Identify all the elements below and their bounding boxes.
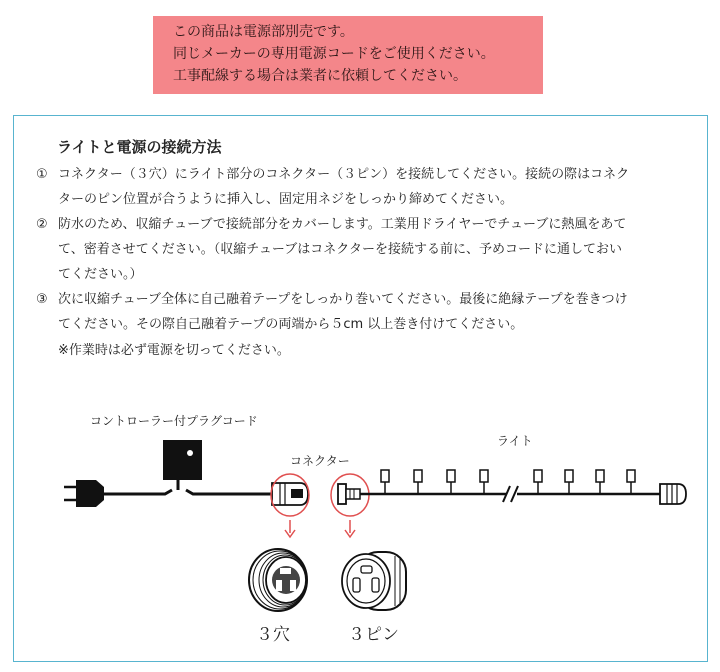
bulb-icon <box>414 470 422 494</box>
label-light: ライト <box>497 434 533 448</box>
label-3-hole: ３穴 <box>256 625 290 645</box>
step-2-number: ② <box>36 217 48 232</box>
step-3-line-2: てください。その際自己融着テープの両端から５cm 以上巻き付けてください。 <box>58 317 524 332</box>
controller-box-icon <box>163 440 202 490</box>
label-3-pin: ３ピン <box>348 625 399 645</box>
bulb-icon <box>534 470 542 494</box>
socket-3-hole-front-icon <box>249 549 307 611</box>
bulb-icon <box>627 470 635 494</box>
controller-cord <box>186 490 272 494</box>
caution-note: ※作業時は必ず電源を切ってください。 <box>58 343 290 358</box>
arrow-down-3-pin-icon <box>345 520 355 537</box>
bulb-icon <box>381 470 389 494</box>
plug-icon <box>64 480 104 507</box>
light-string-cord <box>360 486 660 502</box>
step-1-number: ① <box>36 167 48 182</box>
label-controller-plug-cord: コントローラー付プラグコード <box>90 414 258 428</box>
connector-3-pin-icon <box>338 484 360 504</box>
bulb-icon <box>596 470 604 494</box>
step-1-line-2: ターのピン位置が合うように挿入し、固定用ネジをしっかり締めてください。 <box>58 192 514 207</box>
bulb-icon <box>480 470 488 494</box>
bulb-icon <box>565 470 573 494</box>
step-2-line-3: てください。） <box>58 267 143 282</box>
notice-line-3: 工事配線する場合は業者に依頼してください。 <box>173 68 467 84</box>
arrow-down-3-hole-icon <box>285 520 295 537</box>
step-3-number: ③ <box>36 292 48 307</box>
end-connector-icon <box>660 484 686 504</box>
notice-line-2: 同じメーカーの専用電源コードをご使用ください。 <box>173 46 495 62</box>
step-3-line-1: 次に収縮チューブ全体に自己融着テープをしっかり巻いてください。最後に絶縁テープを巻きつけ <box>58 292 628 307</box>
step-2-line-2: て、密着させてください。（収縮チューブはコネクターを接続する前に、予めコードに通しておい <box>58 242 622 257</box>
label-connector: コネクター <box>290 454 350 468</box>
plug-cord <box>104 490 172 494</box>
plug-3-pin-front-icon <box>342 552 406 610</box>
connector-3-hole-icon <box>272 483 308 505</box>
step-1-line-1: コネクター（３穴）にライト部分のコネクター（３ピン）を接続してください。接続の際はコネク <box>58 167 630 182</box>
bulb-icon <box>447 470 455 494</box>
step-2-line-1: 防水のため、収縮チューブで接続部分をカバーします。工業用ドライヤーでチューブに熱風をあて <box>58 217 627 232</box>
notice-line-1: この商品は電源部別売です。 <box>173 24 354 40</box>
instructions-heading: ライトと電源の接続方法 <box>57 138 222 156</box>
